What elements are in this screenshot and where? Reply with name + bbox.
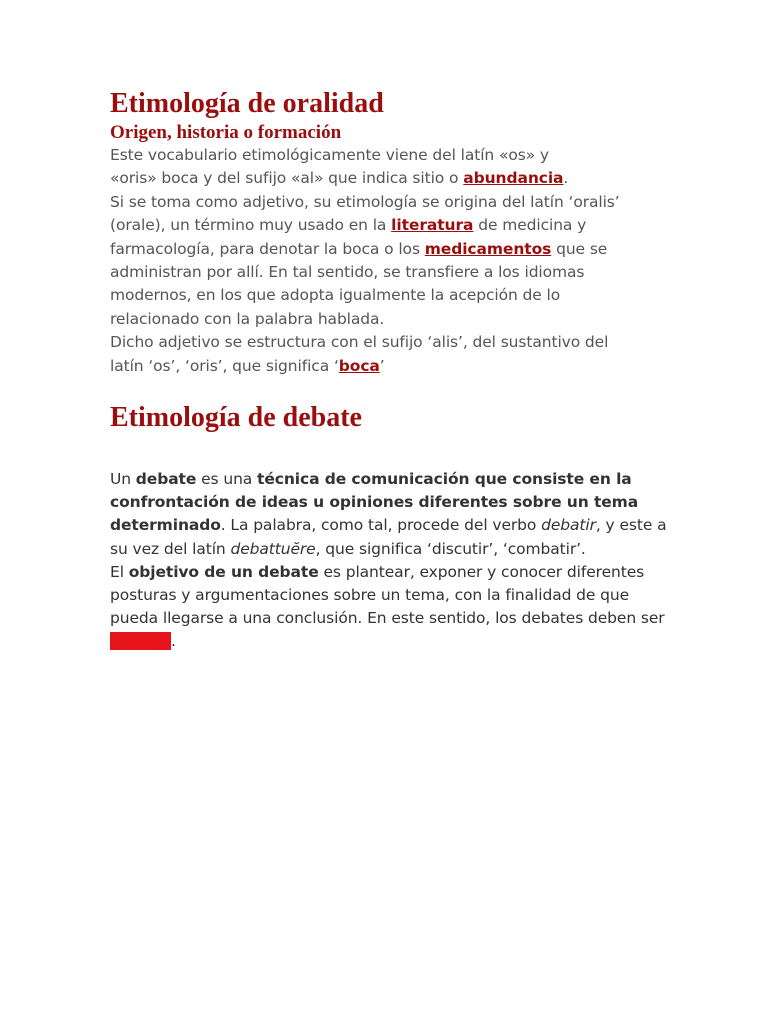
- text-line: relacionado con la palabra hablada.: [110, 309, 385, 328]
- section-debate: [110, 400, 670, 654]
- oralidad-paragraph-3: [110, 331, 670, 378]
- section-oralidad: [110, 86, 670, 378]
- text-fragment: es plantear, exponer y conocer diferentes posturas y argumentaciones sobre un tema, con la finalidad de que pueda llegarse a una conclusión. En este sentido, los debates deben ser: [110, 562, 665, 628]
- text-line: modernos, en los que adopta igualmente la acepción de lo: [110, 286, 561, 305]
- text-line: latín ‘os’, ‘oris’, que significa ‘: [110, 356, 339, 375]
- text-line: «oris» boca y del sufijo «al» que indica sitio o: [110, 169, 464, 188]
- link-literatura[interactable]: literatura: [391, 216, 474, 235]
- text-fragment: .: [170, 632, 176, 651]
- oralidad-paragraph-2: [110, 191, 670, 331]
- text-line: administran por allí. En tal sentido, se transfiere a los idiomas: [110, 263, 585, 282]
- text-fragment: , y este a su vez del latín: [110, 516, 667, 558]
- text-line: (orale), un término muy usado en la: [110, 216, 392, 235]
- text-line: Este vocabulario etimológicamente viene del latín «os» y: [110, 146, 549, 164]
- text-fragment: Un: [110, 470, 136, 489]
- italic-term-debatir: debatir: [541, 516, 596, 535]
- section-subtitle-origen: Origen, historia o formación: [110, 122, 342, 143]
- text-line: Dicho adjetivo se estructura con el sufijo ‘alis’, del sustantivo del: [110, 333, 609, 352]
- text-fragment: de medicina y: [473, 216, 587, 235]
- bold-term-debate: debate: [135, 470, 197, 489]
- italic-term-debattuere: debattuĕre: [230, 539, 316, 558]
- link-boca[interactable]: boca: [338, 356, 380, 375]
- oralidad-paragraph-1: [110, 144, 670, 191]
- text-line: Si se toma como adjetivo, su etimología se origina del latín ‘oralis’: [110, 192, 620, 211]
- section-title-oralidad: Etimología de oralidad: [110, 88, 384, 119]
- debate-paragraph-2: [110, 561, 670, 654]
- text-fragment: que se: [551, 239, 608, 258]
- debate-paragraph-1: [110, 468, 670, 561]
- text-line: farmacología, para denotar la boca o los: [110, 239, 425, 258]
- text-fragment: , que significa ‘discutir’, ‘combatir’.: [315, 539, 586, 558]
- text-fragment: es una: [196, 470, 258, 489]
- text-fragment: El: [110, 562, 129, 581]
- link-medicamentos[interactable]: medicamentos: [424, 239, 552, 258]
- bold-definition: técnica de comunicación que consiste en la confrontación de ideas u opiniones diferentes sobre un tema determinado: [110, 470, 639, 535]
- link-abundancia[interactable]: abundancia: [463, 169, 564, 188]
- bold-term-objetivo: objetivo de un debate: [128, 562, 319, 581]
- text-fragment: . La palabra, como tal, procede del verbo: [220, 516, 542, 535]
- text-fragment: ’: [379, 356, 385, 375]
- text-fragment: .: [563, 169, 569, 188]
- highlighted-word-plurales: plurales: [110, 632, 171, 651]
- section-title-debate: Etimología de debate: [110, 402, 362, 434]
- document-content: [110, 86, 670, 654]
